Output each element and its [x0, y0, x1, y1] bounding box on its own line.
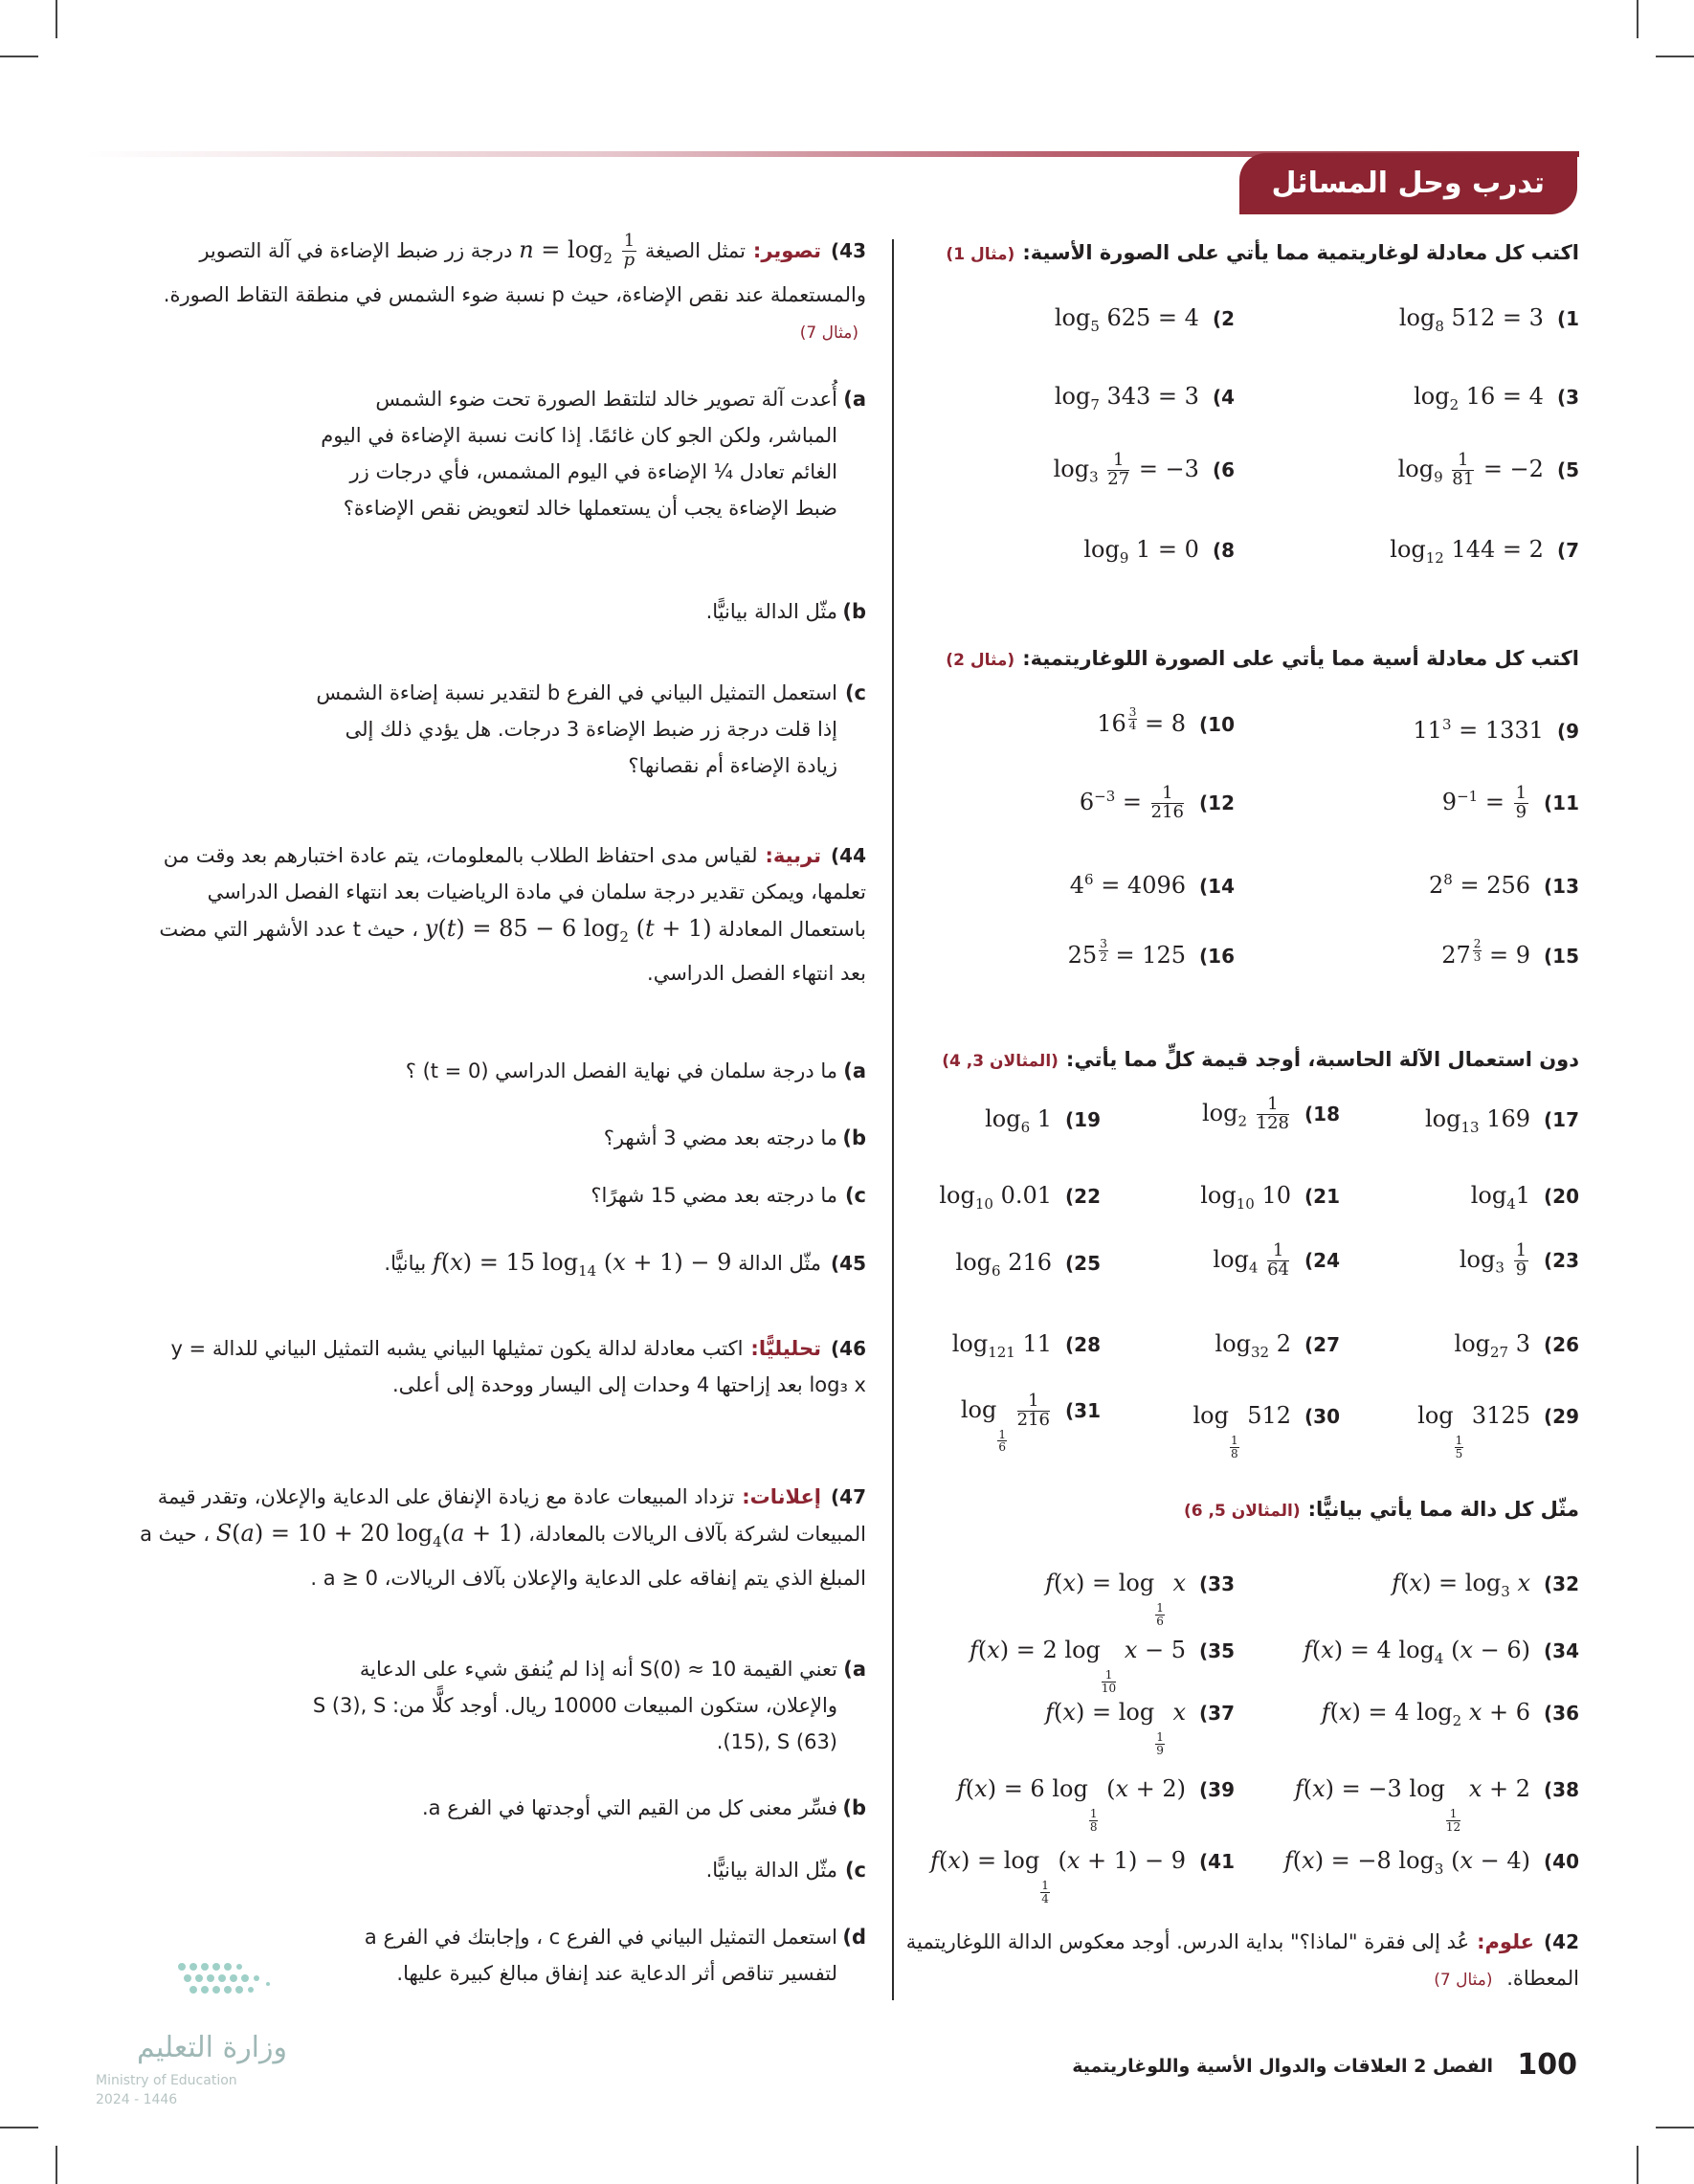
problem-24: $24)\log_4$ $\frac{1}{64}$	[1213, 1240, 1340, 1280]
crop-mark	[0, 56, 38, 57]
problem-1: $1)\log_8$ 512 = 3	[1398, 304, 1579, 335]
problem-25: $25)\log_6$ 216	[955, 1249, 1101, 1280]
question-43a: a)أُعدت آلة تصوير خالد لتلتقط الصورة تحت ضوء الشمس المباشر، ولكن الجو كان غائمًا. إذا كانت نسبة الإضاءة في اليوم الغائم تعادل ¼ الإضاءة في اليوم المشمس، فأي درجات زر ضبط الإضاءة يجب أن يستعملها خالد لتعويض نقص الإضاءة؟	[321, 388, 866, 520]
ministry-logo	[96, 1952, 287, 2115]
problem-29: 29)log $\frac{1}{5}$ 3125	[1417, 1402, 1579, 1460]
problem-28: $28)\log_{121}$ 11	[951, 1330, 1101, 1361]
problem-36: 36)f(x) = 4 $\log_2 x + 6$	[1321, 1699, 1579, 1729]
question-45: 45)مثّل الدالة f(x) = 15 $\log_{14} (x + 1) - 9$ بيانيًّا.	[384, 1249, 866, 1280]
section-title: تدرب وحل المسائل	[1239, 153, 1577, 214]
problem-31: 31)log $\frac{1}{6}$ $\frac{1}{216}$	[960, 1391, 1101, 1455]
question-47b: b)فسِّر معنى كل من القيم التي أوجدتها في الفرع a.	[421, 1796, 866, 1819]
question-47d: d)استعمل التمثيل البياني في الفرع c ، وإجابتك في الفرع a لتفسير تناقص أثر الدعاية عند إنفاق مبالغ كبيرة عليها.	[364, 1926, 866, 1985]
question-44a: a)ما درجة سلمان في نهاية الفصل الدراسي (t = 0) ؟	[405, 1059, 866, 1082]
instruction-4: مثّل كل دالة مما يأتي بيانيًّا:(المثالان 5, 6)	[1183, 1498, 1579, 1521]
question-46: 46)تحليليًّا:اكتب معادلة لدالة يكون تمثيلها البياني يشبه التمثيل البياني للدالة y = log₃ x بعد إزاحتها 4 وحدات إلى اليسار ووحدة إلى أعلى.	[170, 1337, 866, 1396]
crop-mark	[1656, 56, 1694, 57]
column-divider	[892, 239, 894, 2000]
problem-2: $2)\log_5$ 625 = 4	[1054, 304, 1235, 335]
ministry-name-ar: وزارة التعليم	[136, 2031, 287, 2064]
chapter-title: الفصل 2 العلاقات والدوال الأسية واللوغاريتمية	[1072, 2056, 1493, 2077]
problem-37: 37)f(x) = log $\frac{1}{9}$ x	[1045, 1699, 1235, 1757]
problem-38: 38)f(x) = −3 log $\frac{1}{12}$ x + 2	[1294, 1775, 1579, 1834]
problem-9: $9)11^3 = 1331$	[1413, 716, 1579, 744]
problem-4: $4)\log_7$ 343 = 3	[1054, 383, 1235, 413]
logo-dots-icon	[172, 1952, 287, 2010]
problem-18: $18)\log_2$ $\frac{1}{128}$	[1201, 1094, 1340, 1133]
problem-7: $7)\log_{12}$ 144 = 2	[1390, 536, 1579, 567]
problem-39: 39)f(x) = 6 log $\frac{1}{8}$ (x + 2)	[956, 1775, 1235, 1834]
problem-40: 40)f(x) = −8 $\log_3 (x - 4)$	[1283, 1847, 1579, 1878]
problem-35: 35)f(x) = 2 log $\frac{1}{10}$ x − 5	[969, 1637, 1235, 1695]
question-42: 42)علوم:عُد إلى فقرة "لماذا؟" بداية الدرس. أوجد معكوس الدالة اللوغاريتمية المعطاة. (مثال 7)	[905, 1930, 1579, 1990]
problem-30: 30)log $\frac{1}{8}$ 512	[1192, 1402, 1340, 1460]
question-44: 44)تربية:لقياس مدى احتفاظ الطلاب بالمعلومات، يتم عادة اختبارهم بعد وقت من تعلمها، ويمكن تقدير درجة سلمان في مادة الرياضيات بعد انتهاء الفصل الدراسي باستعمال المعادلة y(t) = 85 − 6 $\log_2 (t + 1)$ ، حيث t عدد الأشهر التي مضت بعد انتهاء الفصل الدراسي.	[159, 844, 866, 985]
problem-41: 41)f(x) = log $\frac{1}{4}$ (x + 1) − 9	[930, 1847, 1235, 1905]
problem-15: 15)27 $\frac{2}{3}$ = 9	[1441, 937, 1579, 969]
problem-33: 33)f(x) = log $\frac{1}{6}$ x	[1045, 1570, 1235, 1628]
problem-10: 10)16 $\frac{3}{4}$ = 8	[1097, 705, 1235, 737]
problem-13: $13)2^8 = 256$	[1429, 871, 1579, 899]
crop-mark	[1637, 2146, 1638, 2184]
edition-year: 2024 - 1446	[96, 2092, 178, 2107]
problem-8: $8)\log_9$ 1 = 0	[1083, 536, 1235, 567]
problem-20: $20)\log_41$	[1470, 1182, 1579, 1213]
crop-mark	[0, 2127, 38, 2128]
problem-23: $23)\log_3$ $\frac{1}{9}$	[1459, 1240, 1579, 1280]
problem-14: $14)4^6 = 4096$	[1069, 871, 1235, 899]
question-47: 47)إعلانات:تزداد المبيعات عادة مع زيادة الإنفاق على الدعاية والإعلان، وتقدر قيمة المبيعات لشركة بآلاف الريالات بالمعادلة، S(a) = 10 + 20 $\log_4(a + 1)$ ، حيث a المبلغ الذي يتم إنفاقه على الدعاية والإعلان بآلاف الريالات، a ≥ 0 .	[140, 1485, 866, 1590]
problem-3: $3)\log_2$ 16 = 4	[1414, 383, 1579, 413]
question-47a: a)تعني القيمة S(0) ≈ 10 أنه إذا لم يُنفق شيء على الدعاية والإعلان، ستكون المبيعات 10000 ريال. أوجد كلًّا من: S (3), S (15), S (63).	[312, 1658, 866, 1753]
crop-mark	[56, 2146, 57, 2184]
problem-19: $19)\log_6$ 1	[985, 1105, 1101, 1136]
ministry-name-en: Ministry of Education	[96, 2073, 237, 2088]
problem-27: $27)\log_{32}$ 2	[1215, 1330, 1340, 1361]
question-43b: b)مثّل الدالة بيانيًّا.	[705, 600, 866, 623]
crop-mark	[1656, 2127, 1694, 2128]
problem-21: $21)\log_{10}$ 10	[1200, 1182, 1340, 1213]
crop-mark	[1637, 0, 1638, 38]
problem-11: $11)9^{-1}$ = $\frac{1}{9}$	[1441, 783, 1579, 822]
page-number: 100	[1517, 2048, 1577, 2082]
question-43: 43)تصوير:تمثل الصيغة $n = \log_2$ $\frac{1}{p}$ درجة زر ضبط الإضاءة في آلة التصوير والمستعملة عند نقص الإضاءة، حيث p نسبة ضوء الشمس في منطقة التقاط الصورة. (مثال 7)	[163, 231, 866, 343]
instruction-3: دون استعمال الآلة الحاسبة، أوجد قيمة كلٍّ مما يأتي:(المثالان 3, 4)	[942, 1048, 1579, 1071]
problem-26: $26)\log_{27}$ 3	[1454, 1330, 1579, 1361]
question-44b: b)ما درجته بعد مضي 3 أشهر؟	[603, 1126, 866, 1149]
question-47c: c)مثّل الدالة بيانيًّا.	[705, 1859, 866, 1882]
problem-34: 34)f(x) = 4 $\log_4 (x - 6)$	[1303, 1637, 1579, 1667]
problem-12: $12)6^{-3}$ = $\frac{1}{216}$	[1079, 783, 1235, 822]
instruction-2: اكتب كل معادلة أسية مما يأتي على الصورة اللوغاريتمية:(مثال 2)	[946, 647, 1579, 670]
problem-32: $32)f(x) = \log_3 x$	[1392, 1570, 1579, 1600]
problem-17: $17)\log_{13}$ 169	[1424, 1105, 1579, 1136]
problem-5: $5)\log_9$ $\frac{1}{81}$ = −2	[1397, 450, 1579, 489]
problem-16: 16)25 $\frac{3}{2}$ = 125	[1067, 937, 1235, 969]
instruction-1: اكتب كل معادلة لوغاريتمية مما يأتي على الصورة الأسية:(مثال 1)	[946, 241, 1579, 264]
question-44c: c)ما درجته بعد مضي 15 شهرًا؟	[591, 1184, 866, 1207]
problem-6: $6)\log_3$ $\frac{1}{27}$ = −3	[1053, 450, 1235, 489]
problem-22: $22)\log_{10}$ 0.01	[939, 1182, 1101, 1213]
question-43c: c)استعمل التمثيل البياني في الفرع b لتقدير نسبة إضاءة الشمس إذا قلت درجة زر ضبط الإضاءة 3 درجات. هل يؤدي ذلك إلى زيادة الإضاءة أم نقصانها؟	[316, 681, 866, 777]
crop-mark	[56, 0, 57, 38]
